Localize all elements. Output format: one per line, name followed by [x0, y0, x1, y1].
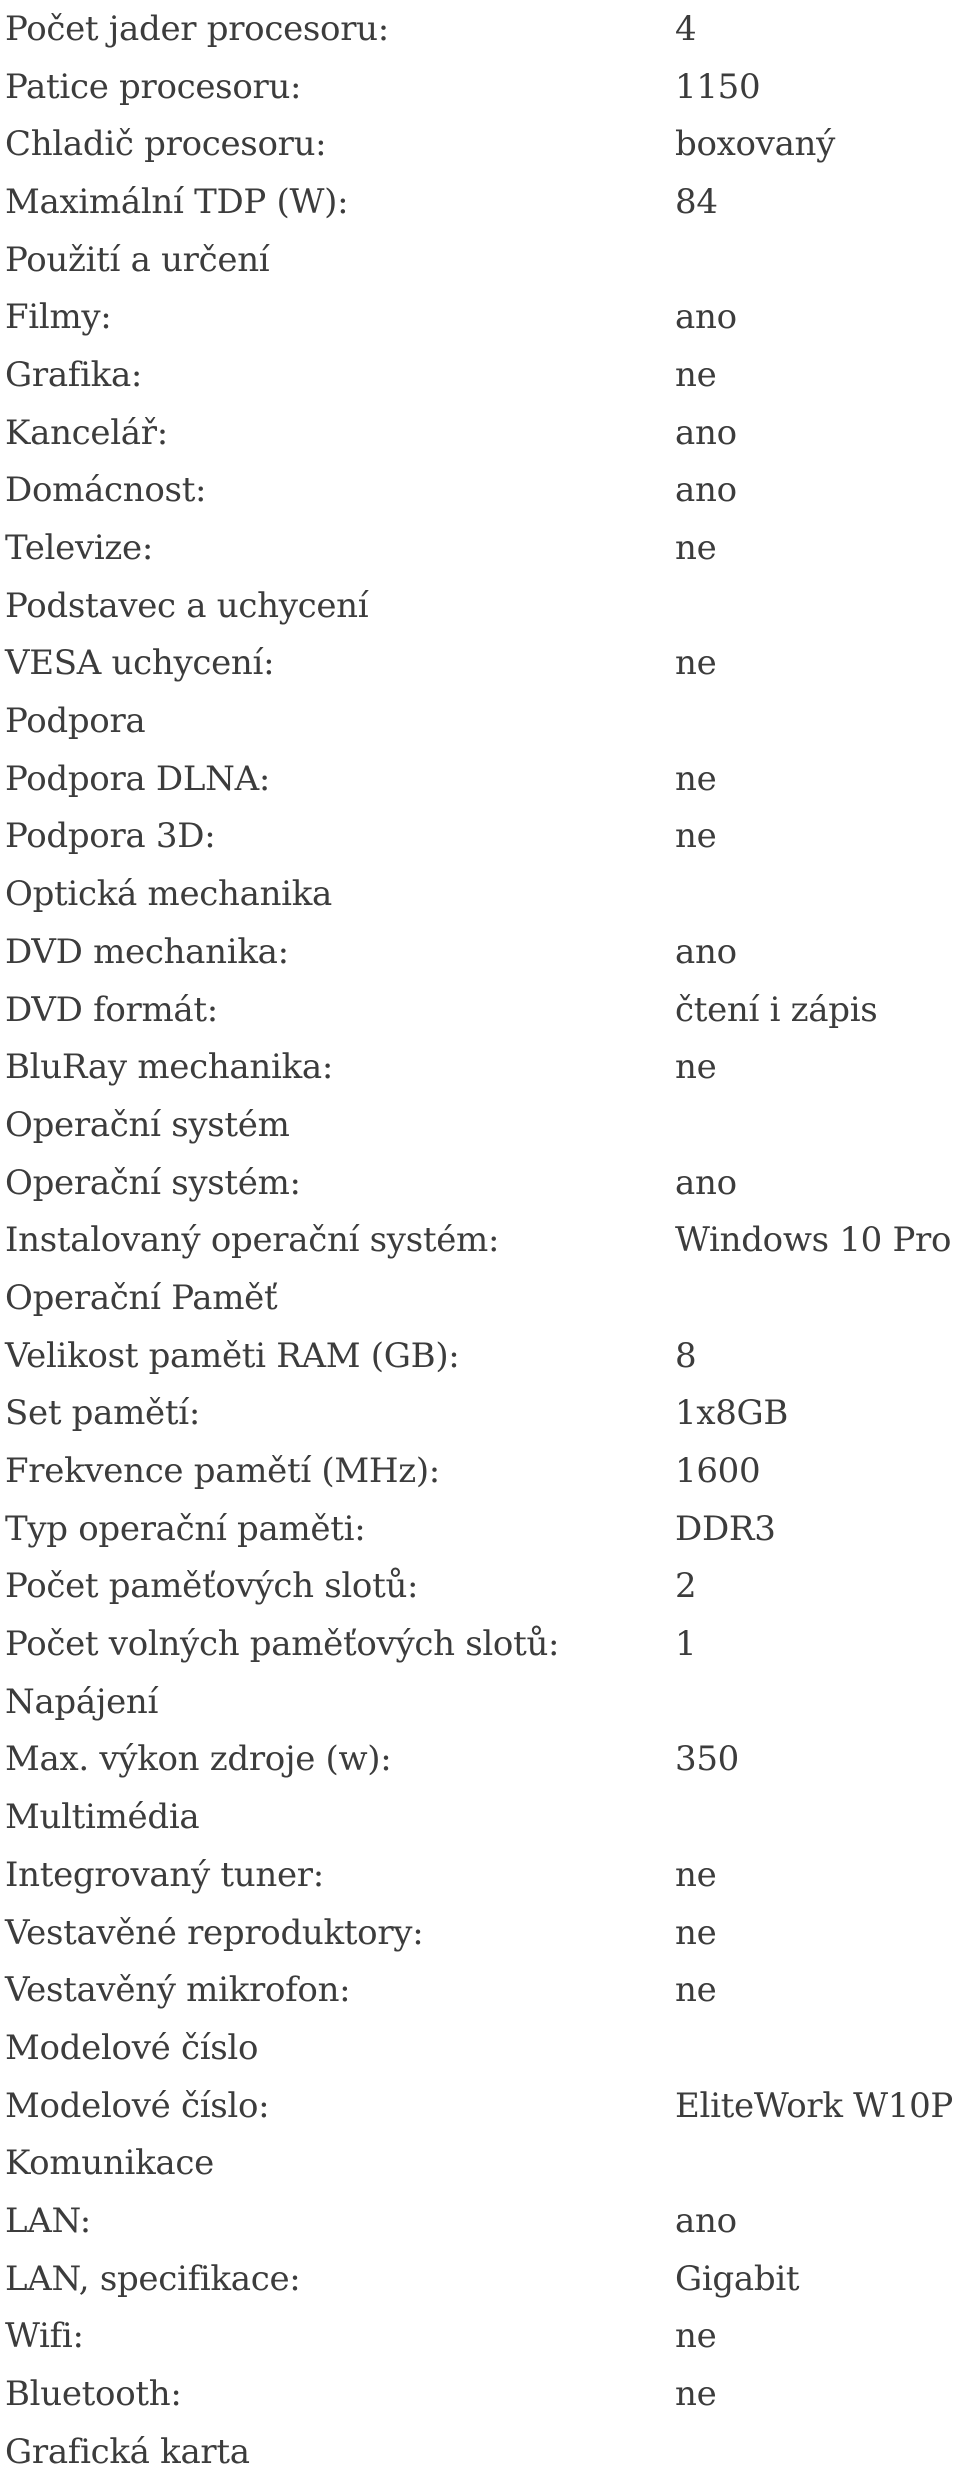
spec-label: Modelové číslo: [5, 2085, 270, 2126]
spec-value: ano [675, 2200, 737, 2241]
spec-value: DDR3 [675, 1508, 776, 1549]
spec-value: 2 [675, 1566, 697, 1607]
spec-row [0, 1615, 960, 1673]
section-title: Napájení [5, 1681, 159, 1722]
spec-label: Instalovaný operační systém: [5, 1220, 500, 1261]
spec-row [0, 1558, 960, 1616]
spec-value: 350 [675, 1739, 739, 1780]
spec-row [0, 1385, 960, 1443]
section-heading [0, 1788, 960, 1846]
spec-row [0, 1154, 960, 1212]
spec-label: Integrovaný tuner: [5, 1854, 324, 1895]
spec-value: ne [675, 1912, 717, 1953]
section-heading [0, 231, 960, 289]
spec-label: Typ operační paměti: [5, 1508, 366, 1549]
spec-label: Set pamětí: [5, 1393, 200, 1434]
spec-row [0, 2250, 960, 2308]
section-heading [0, 2423, 960, 2481]
spec-row [0, 2192, 960, 2250]
spec-label: Počet paměťových slotů: [5, 1566, 419, 1607]
spec-row [0, 115, 960, 173]
spec-label: Kancelář: [5, 412, 168, 453]
spec-label: Vestavěný mikrofon: [5, 1970, 351, 2011]
spec-row [0, 1500, 960, 1558]
spec-label: Velikost paměti RAM (GB): [5, 1335, 460, 1376]
spec-row [0, 58, 960, 116]
spec-label: Filmy: [5, 297, 112, 338]
spec-value: 4 [675, 8, 697, 49]
section-heading [0, 1269, 960, 1327]
spec-value: ne [675, 643, 717, 684]
section-title: Grafická karta [5, 2431, 250, 2472]
spec-row [0, 2365, 960, 2423]
spec-label: Maximální TDP (W): [5, 181, 349, 222]
spec-value: ano [675, 412, 737, 453]
spec-value: 1150 [675, 66, 761, 107]
spec-value: 1 [675, 1624, 697, 1665]
spec-row [0, 519, 960, 577]
spec-row [0, 346, 960, 404]
spec-row [0, 981, 960, 1039]
spec-row [0, 0, 960, 58]
spec-row [0, 462, 960, 520]
section-heading [0, 865, 960, 923]
spec-label: DVD mechanika: [5, 931, 289, 972]
spec-row [0, 2308, 960, 2366]
spec-value: ne [675, 2374, 717, 2415]
section-heading [0, 577, 960, 635]
spec-row [0, 750, 960, 808]
spec-row [0, 404, 960, 462]
spec-row [0, 1442, 960, 1500]
spec-value: ano [675, 1162, 737, 1203]
spec-label: Wifi: [5, 2316, 84, 2357]
spec-value: ano [675, 470, 737, 511]
section-title: Podstavec a uchycení [5, 585, 369, 626]
section-title: Podpora [5, 701, 146, 742]
section-title: Operační Paměť [5, 1277, 278, 1318]
spec-row [0, 1904, 960, 1962]
spec-value: ne [675, 1854, 717, 1895]
spec-value: ne [675, 816, 717, 857]
spec-label: Vestavěné reproduktory: [5, 1912, 424, 1953]
section-title: Optická mechanika [5, 874, 333, 915]
spec-row [0, 1327, 960, 1385]
spec-label: Max. výkon zdroje (w): [5, 1739, 392, 1780]
section-title: Operační systém [5, 1104, 290, 1145]
spec-row [0, 1731, 960, 1789]
spec-value: Windows 10 Pro [675, 1220, 952, 1261]
spec-value: ne [675, 1047, 717, 1088]
section-title: Komunikace [5, 2143, 214, 2184]
spec-value: čtení i zápis [675, 989, 878, 1030]
spec-label: Patice procesoru: [5, 66, 302, 107]
spec-label: Operační systém: [5, 1162, 301, 1203]
spec-value: 8 [675, 1335, 697, 1376]
spec-value: Gigabit [675, 2258, 800, 2299]
spec-label: Grafika: [5, 354, 143, 395]
section-heading [0, 2019, 960, 2077]
spec-row [0, 923, 960, 981]
spec-value: ne [675, 528, 717, 569]
spec-value: ne [675, 758, 717, 799]
spec-label: Počet volných paměťových slotů: [5, 1624, 560, 1665]
section-heading [0, 692, 960, 750]
spec-label: BluRay mechanika: [5, 1047, 333, 1088]
spec-value: 84 [675, 181, 718, 222]
spec-label: LAN, specifikace: [5, 2258, 301, 2299]
spec-row [0, 1846, 960, 1904]
spec-value: ne [675, 1970, 717, 2011]
spec-value: ano [675, 297, 737, 338]
section-title: Modelové číslo [5, 2027, 259, 2068]
spec-value: EliteWork W10P [675, 2085, 954, 2126]
spec-label: Domácnost: [5, 470, 207, 511]
spec-value: ne [675, 354, 717, 395]
section-title: Použití a určení [5, 239, 270, 280]
spec-value: 1x8GB [675, 1393, 789, 1434]
spec-row [0, 1961, 960, 2019]
spec-label: Chladič procesoru: [5, 124, 327, 165]
spec-row [0, 1038, 960, 1096]
spec-row [0, 635, 960, 693]
spec-row [0, 2077, 960, 2135]
spec-value: boxovaný [675, 124, 836, 165]
section-title: Multimédia [5, 1797, 200, 1838]
spec-label: Podpora 3D: [5, 816, 216, 857]
spec-label: Frekvence pamětí (MHz): [5, 1451, 440, 1492]
spec-row [0, 808, 960, 866]
section-heading [0, 2134, 960, 2192]
spec-value: ne [675, 2316, 717, 2357]
spec-label: Podpora DLNA: [5, 758, 270, 799]
spec-label: VESA uchycení: [5, 643, 275, 684]
spec-label: Televize: [5, 528, 154, 569]
section-heading [0, 1673, 960, 1731]
spec-row [0, 173, 960, 231]
spec-label: Počet jader procesoru: [5, 8, 389, 49]
spec-row [0, 288, 960, 346]
spec-value: ano [675, 931, 737, 972]
spec-label: DVD formát: [5, 989, 218, 1030]
spec-label: LAN: [5, 2200, 91, 2241]
spec-value: 1600 [675, 1451, 761, 1492]
spec-label: Bluetooth: [5, 2374, 182, 2415]
section-heading [0, 1096, 960, 1154]
spec-row [0, 1211, 960, 1269]
